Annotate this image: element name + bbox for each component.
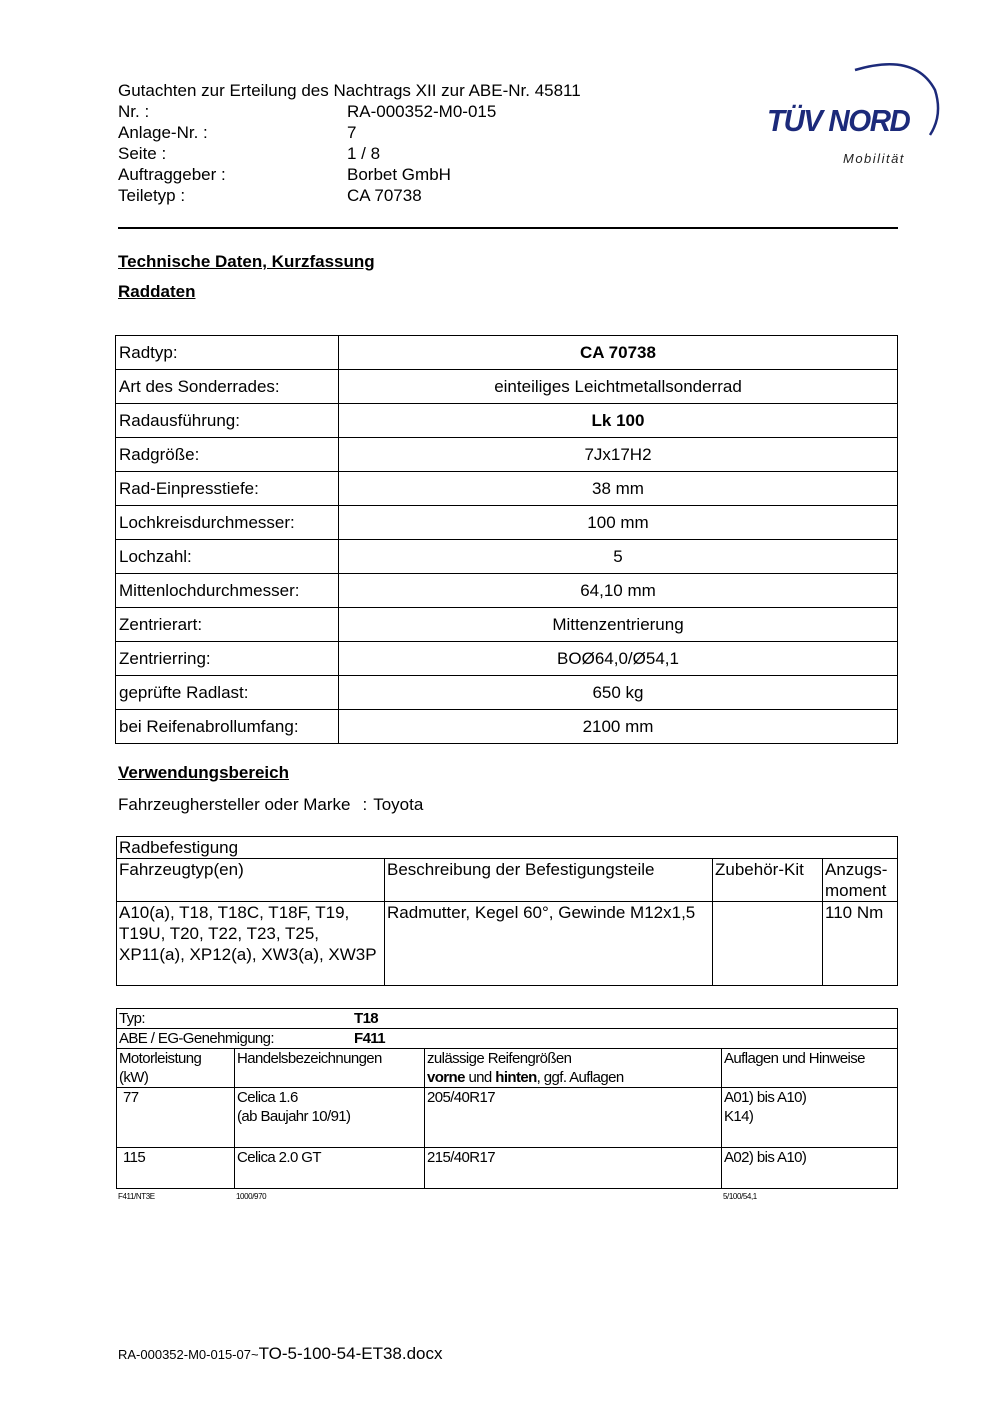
note-line: A01) bis A10) [724, 1089, 807, 1106]
table-row [117, 1049, 898, 1088]
code-label: 1000/970 [236, 1192, 267, 1201]
table-value: 650 kg [339, 676, 898, 710]
table-row [116, 336, 898, 370]
trade-name [235, 1088, 425, 1148]
table-row [116, 710, 898, 744]
table-value: einteiliges Leichtmetallsonderrad [339, 370, 898, 404]
header-value: 1 / 8 [347, 144, 381, 163]
column-header: Handelsbezeichnungen [235, 1049, 425, 1088]
header-value: Borbet GmbH [347, 165, 451, 184]
footer-filename: TO-5-100-54-ET38.docx [258, 1344, 443, 1363]
engine-power: 77 [117, 1088, 235, 1148]
table-row [116, 472, 898, 506]
table-value: 7Jx17H2 [339, 438, 898, 472]
engine-power: 115 [117, 1148, 235, 1189]
table-row [117, 859, 898, 902]
tires-header-line1: zulässige Reifengrößen [427, 1050, 572, 1067]
tire-size: 205/40R17 [425, 1088, 722, 1148]
tires-header-rest: , ggf. Auflagen [536, 1069, 624, 1086]
header-row-auftraggeber [118, 164, 581, 185]
table-value: 38 mm [339, 472, 898, 506]
table-row [117, 1029, 898, 1049]
table-key: Radtyp: [116, 336, 339, 370]
code-label: 5/100/54,1 [723, 1192, 757, 1201]
note-line: K14) [724, 1108, 754, 1125]
table-value: 2100 mm [339, 710, 898, 744]
table-key: Zentrierart: [116, 608, 339, 642]
header-row-anlage [118, 122, 581, 143]
header-label: Nr. : [118, 102, 150, 121]
table-key: Art des Sonderrades: [116, 370, 339, 404]
table-key: Zentrierring: [116, 642, 339, 676]
table-row [116, 438, 898, 472]
table-row [116, 506, 898, 540]
table-key: Lochkreisdurchmesser: [116, 506, 339, 540]
table-value: Mittenzentrierung [339, 608, 898, 642]
section-title-usage: Verwendungsbereich [118, 763, 289, 782]
table-value: CA 70738 [339, 336, 898, 370]
fixing-title: Radbefestigung [117, 837, 898, 859]
type-table [116, 1008, 898, 1189]
table-row [116, 642, 898, 676]
page-footer [118, 1344, 443, 1364]
header-label: Anlage-Nr. : [118, 123, 208, 142]
accessory-kit [713, 902, 823, 986]
manufacturer-label: Fahrzeughersteller oder Marke [118, 795, 351, 814]
table-value: 100 mm [339, 506, 898, 540]
table-row [116, 404, 898, 438]
report-title: Gutachten zur Erteilung des Nachtrags XII zur ABE-Nr. 45811 [118, 81, 581, 100]
tires-header-front: vorne [427, 1069, 465, 1086]
document-header [118, 80, 581, 206]
logo-brand: TÜV NORD [767, 103, 910, 138]
header-value: CA 70738 [347, 186, 422, 205]
table-row [117, 1088, 898, 1148]
trade-name-line: Celica 2.0 GT [237, 1149, 321, 1166]
manufacturer-colon: : [362, 795, 368, 814]
tire-size: 215/40R17 [425, 1148, 722, 1189]
trade-name [235, 1148, 425, 1189]
table-value: 64,10 mm [339, 574, 898, 608]
column-header: Motorleistung (kW) [117, 1049, 235, 1088]
table-row [116, 540, 898, 574]
table-key: Radgröße: [116, 438, 339, 472]
type-label: Typ: [119, 1010, 145, 1027]
notes [722, 1088, 898, 1148]
table-row [116, 370, 898, 404]
code-label: F411/NT3E [118, 1192, 155, 1201]
tuv-nord-logo [765, 60, 945, 170]
trade-name-line: (ab Baujahr 10/91) [237, 1108, 351, 1125]
header-divider [118, 227, 898, 229]
header-label: Auftraggeber : [118, 165, 226, 184]
column-header: Beschreibung der Befestigungsteile [385, 859, 713, 902]
vehicle-types: A10(a), T18, T18C, T18F, T19, T19U, T20, T22, T23, T25, XP11(a), XP12(a), XW3(a), XW3P [117, 902, 385, 986]
column-header: Fahrzeugtyp(en) [117, 859, 385, 902]
fixing-table [116, 836, 898, 986]
column-header: Auflagen und Hinweise [722, 1049, 898, 1088]
table-value: Lk 100 [339, 404, 898, 438]
table-key: Lochzahl: [116, 540, 339, 574]
fixing-description: Radmutter, Kegel 60°, Gewinde M12x1,5 [385, 902, 713, 986]
table-key: Mittenlochdurchmesser: [116, 574, 339, 608]
table-key: bei Reifenabrollumfang: [116, 710, 339, 744]
note-line: A02) bis A10) [724, 1149, 807, 1166]
header-label: Teiletyp : [118, 186, 186, 205]
table-key: Rad-Einpresstiefe: [116, 472, 339, 506]
header-value: 7 [347, 123, 357, 142]
table-value: BOØ64,0/Ø54,1 [339, 642, 898, 676]
header-row-seite [118, 143, 581, 164]
wheel-data-table [115, 335, 898, 744]
header-row-nr [118, 101, 581, 122]
header-value: RA-000352-M0-015 [347, 102, 497, 121]
table-row [116, 676, 898, 710]
table-row [116, 608, 898, 642]
trade-name-line: Celica 1.6 [237, 1089, 298, 1106]
table-row [117, 902, 898, 986]
tires-header-and: und [468, 1069, 492, 1086]
column-header: Anzugs-moment [823, 859, 898, 902]
notes [722, 1148, 898, 1189]
table-row [117, 1148, 898, 1189]
header-row-teiletyp [118, 185, 581, 206]
type-value: T18 [354, 1010, 379, 1027]
table-key: geprüfte Radlast: [116, 676, 339, 710]
table-row [117, 1009, 898, 1029]
manufacturer-line [118, 795, 423, 815]
manufacturer-value: Toyota [373, 795, 424, 814]
header-label: Seite : [118, 144, 167, 163]
tires-header-rear: hinten [495, 1069, 537, 1086]
logo-subtitle: Mobilität [843, 151, 905, 166]
table-value: 5 [339, 540, 898, 574]
table-row [117, 837, 898, 859]
footer-prefix: RA-000352-M0-015-07~ [118, 1347, 259, 1362]
column-header [425, 1049, 722, 1088]
table-key: Radausführung: [116, 404, 339, 438]
column-header: Zubehör-Kit [713, 859, 823, 902]
torque: 110 Nm [823, 902, 898, 986]
section-title-wheel: Raddaten [118, 282, 196, 301]
abe-value: F411 [354, 1030, 385, 1047]
abe-label: ABE / EG-Genehmigung: [119, 1030, 274, 1047]
section-title-tech: Technische Daten, Kurzfassung [118, 252, 375, 271]
table-row [116, 574, 898, 608]
